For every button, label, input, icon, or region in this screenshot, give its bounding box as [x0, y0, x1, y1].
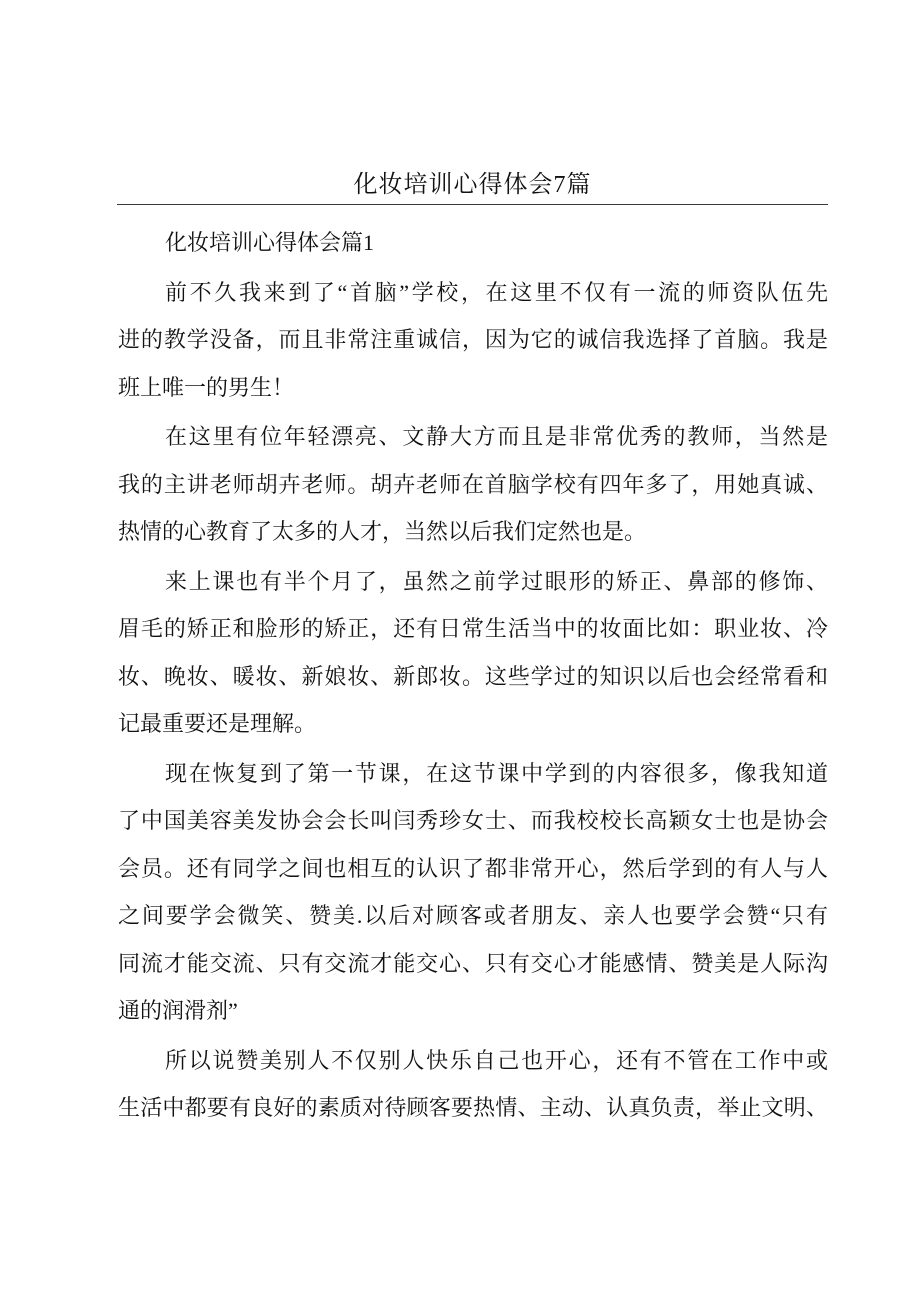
title-underline [117, 204, 828, 205]
paragraph-line: 我的主讲老师胡卉老师。胡卉老师在首脑学校有四年多了，用她真诚、 [118, 471, 828, 497]
paragraph-line: 现在恢复到了第一节课，在这节课中学到的内容很多，像我知道 [165, 760, 828, 786]
paragraph-line: 眉毛的矫正和脸形的矫正，还有日常生活当中的妆面比如：职业妆、冷 [118, 616, 828, 641]
paragraph-line: 来上课也有半个月了，虽然之前学过眼形的矫正、鼻部的修饰、 [165, 568, 828, 594]
section-heading: 化妆培训心得体会篇1 [165, 230, 375, 255]
paragraph-3 [118, 558, 828, 748]
paragraph-line: 通的润滑剂” [118, 998, 238, 1023]
paragraph-line: 妆、晚妆、暖妆、新娘妆、新郎妆。这些学过的知识以后也会经常看和 [118, 663, 828, 689]
paragraph-line: 之间要学会微笑、赞美.以后对顾客或者朋友、亲人也要学会赞“只有 [118, 903, 828, 928]
paragraph-line: 同流才能交流、只有交流才能交心、只有交心才能感情、赞美是人际沟 [118, 950, 828, 976]
paragraph-line: 会员。还有同学之间也相互的认识了都非常开心，然后学到的有人与人 [118, 855, 828, 881]
paragraph-line: 记最重要还是理解。 [118, 711, 317, 736]
paragraph-5 [118, 1037, 828, 1132]
document-body [118, 219, 828, 1132]
paragraph-line: 在这里有位年轻漂亮、文静大方而且是非常优秀的教师，当然是 [165, 424, 828, 449]
paragraph-2 [118, 413, 828, 556]
paragraph-line: 了中国美容美发协会会长叫闫秀珍女士、而我校校长高颖女士也是协会 [118, 808, 828, 833]
paragraph-line: 热情的心教育了太多的人才，当然以后我们定然也是。 [118, 519, 647, 544]
paragraph-1 [118, 269, 828, 412]
paragraph-line: 生活中都要有良好的素质对待顾客要热情、主动、认真负责，举止文明、 [118, 1095, 828, 1120]
paragraph-line: 进的教学没备，而且非常注重诚信，因为它的诚信我选择了首脑。我是 [118, 327, 828, 352]
document-title: 化妆培训心得体会7篇 [353, 172, 592, 198]
paragraph-line: 班上唯一的男生！ [118, 374, 295, 400]
paragraph-4 [118, 750, 828, 1035]
paragraph-line: 前不久我来到了“首脑”学校，在这里不仅有一流的师资队伍先 [165, 279, 829, 305]
paragraph-line: 所以说赞美别人不仅别人快乐自己也开心，还有不管在工作中或 [165, 1047, 828, 1073]
